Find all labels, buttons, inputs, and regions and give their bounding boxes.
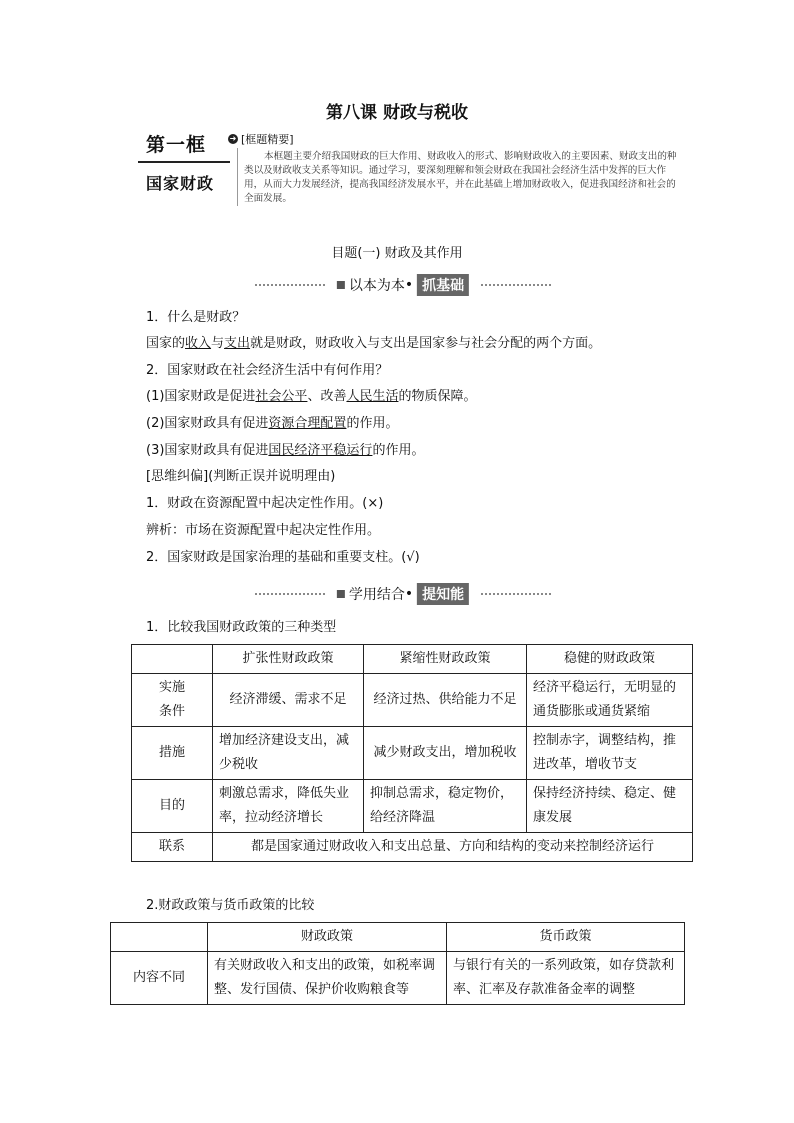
dotted-rule [255, 284, 325, 286]
table-cell: 都是国家通过财政收入和支出总量、方向和结构的变动来控制经济运行 [213, 833, 693, 862]
question-1: 1．什么是财政？ [146, 310, 246, 325]
jingyao-header [228, 131, 294, 147]
underlined-term: 支出 [224, 336, 251, 351]
section-dot: • [404, 586, 414, 602]
row-label: 内容不同 [111, 952, 208, 1005]
text-span: 的物质保障。 [398, 389, 477, 404]
table1-caption: 1．比较我国财政政策的三种类型 [146, 620, 337, 635]
judgement-2: 2．国家财政是国家治理的基础和重要支柱。(√) [146, 550, 420, 565]
fiscal-policy-table [131, 644, 693, 862]
text-span: 就是财政，财政收入与支出是国家参与社会分配的两个方面。 [250, 336, 602, 351]
table-row [132, 674, 693, 727]
row-label: 措施 [132, 727, 213, 780]
text-span: 国家的 [146, 336, 186, 351]
table-header-cell: 稳健的财政政策 [527, 645, 693, 674]
section-label [337, 274, 469, 296]
text-span: 、改善 [307, 389, 347, 404]
table-cell: 经济过热、供给能力不足 [364, 674, 527, 727]
lesson-title: 第八课 财政与税收 [326, 103, 468, 123]
question-2: 2．国家财政在社会经济生活中有何作用？ [146, 363, 389, 378]
table-cell: 刺激总需求，降低失业率，拉动经济增长 [213, 780, 364, 833]
table-cell: 抑制总需求，稳定物价，给经济降温 [364, 780, 527, 833]
jingyao-header-text: [框题精要] [241, 133, 294, 146]
table-header-cell [132, 645, 213, 674]
role-1 [146, 389, 476, 405]
role-2 [146, 416, 398, 432]
jingyao-text: 本框题主要介绍我国财政的巨大作用、财政收入的形式、影响财政收入的主要因素、财政支出的种类以及财政收支关系等知识。通过学习，要深刻理解和领会财政在我国社会经济生活中发挥的巨大作用，从而大力发展经济，提高我国经济发展水平，并在此基础上增加财政收入，促进我国经济和社会的全面发展。 [244, 151, 677, 204]
text-span: (3)国家财政具有促进 [146, 443, 269, 458]
square-icon [337, 590, 345, 598]
table-row [111, 952, 685, 1005]
frame-label-2: 国家财政 [146, 174, 215, 193]
table-header-cell [111, 923, 208, 952]
section-subtitle: 目题(一) 财政及其作用 [331, 246, 463, 261]
table-cell: 经济平稳运行，无明显的通货膨胀或通货紧缩 [527, 674, 693, 727]
table-header-row [111, 923, 685, 952]
siwei-heading: [思维纠偏](判断正误并说明理由) [146, 469, 336, 484]
section-boxed: 抓基础 [417, 274, 469, 296]
square-icon [337, 281, 345, 289]
analysis-1: 辨析：市场在资源配置中起决定性作用。 [146, 523, 381, 538]
table-header-cell: 紧缩性财政政策 [364, 645, 527, 674]
underlined-term: 国民经济平稳运行 [268, 443, 373, 458]
row-label: 联系 [132, 833, 213, 862]
section-label [337, 583, 469, 605]
row-label: 目的 [132, 780, 213, 833]
section-text: 学用结合 [348, 587, 405, 603]
arrow-circle-icon: ➜ [229, 134, 237, 143]
table-cell: 控制赤字，调整结构，推进改革，增收节支 [527, 727, 693, 780]
text-span: (1)国家财政是促进 [146, 389, 256, 404]
text-span: 的作用。 [346, 416, 399, 431]
table-cell: 增加经济建设支出，减少税收 [213, 727, 364, 780]
judgement-1: 1．财政在资源配置中起决定性作用。(×) [146, 496, 384, 511]
table-row [132, 780, 693, 833]
table2-caption: 2.财政政策与货币政策的比较 [146, 898, 315, 913]
row-label: 实施 条件 [132, 674, 213, 727]
section-boxed: 提知能 [417, 583, 469, 605]
section-bar-1 [255, 274, 551, 296]
underlined-term: 收入 [185, 336, 212, 351]
table-header-cell: 货币政策 [447, 923, 685, 952]
table-cell: 与银行有关的一系列政策，如存贷款利率、汇率及存款准备金率的调整 [447, 952, 685, 1005]
frame-badge [138, 130, 230, 204]
section-dot: • [404, 277, 414, 293]
section-text: 以本为本 [348, 278, 405, 294]
table-header-cell: 扩张性财政政策 [213, 645, 364, 674]
dotted-rule [255, 593, 325, 595]
role-3 [146, 443, 424, 459]
table-header-row [132, 645, 693, 674]
table-row [132, 727, 693, 780]
dotted-rule [481, 284, 551, 286]
section-bar-2 [255, 583, 551, 605]
divider [237, 148, 238, 206]
underlined-term: 资源合理配置 [268, 416, 347, 431]
answer-1 [146, 336, 601, 352]
underlined-term: 社会公平 [255, 389, 308, 404]
table-header-cell: 财政政策 [208, 923, 447, 952]
policy-compare-table [110, 922, 685, 1005]
frame-label-1: 第一框 [138, 130, 230, 163]
table-row [132, 833, 693, 862]
table-cell: 经济滞缓、需求不足 [213, 674, 364, 727]
text-span: 的作用。 [372, 443, 425, 458]
dotted-rule [481, 593, 551, 595]
table-cell: 减少财政支出，增加税收 [364, 727, 527, 780]
text-span: 与 [211, 336, 225, 351]
table-cell: 保持经济持续、稳定、健康发展 [527, 780, 693, 833]
underlined-term: 人民生活 [346, 389, 399, 404]
text-span: (2)国家财政具有促进 [146, 416, 269, 431]
table-cell: 有关财政收入和支出的政策，如税率调整、发行国债、保护价收购粮食等 [208, 952, 447, 1005]
